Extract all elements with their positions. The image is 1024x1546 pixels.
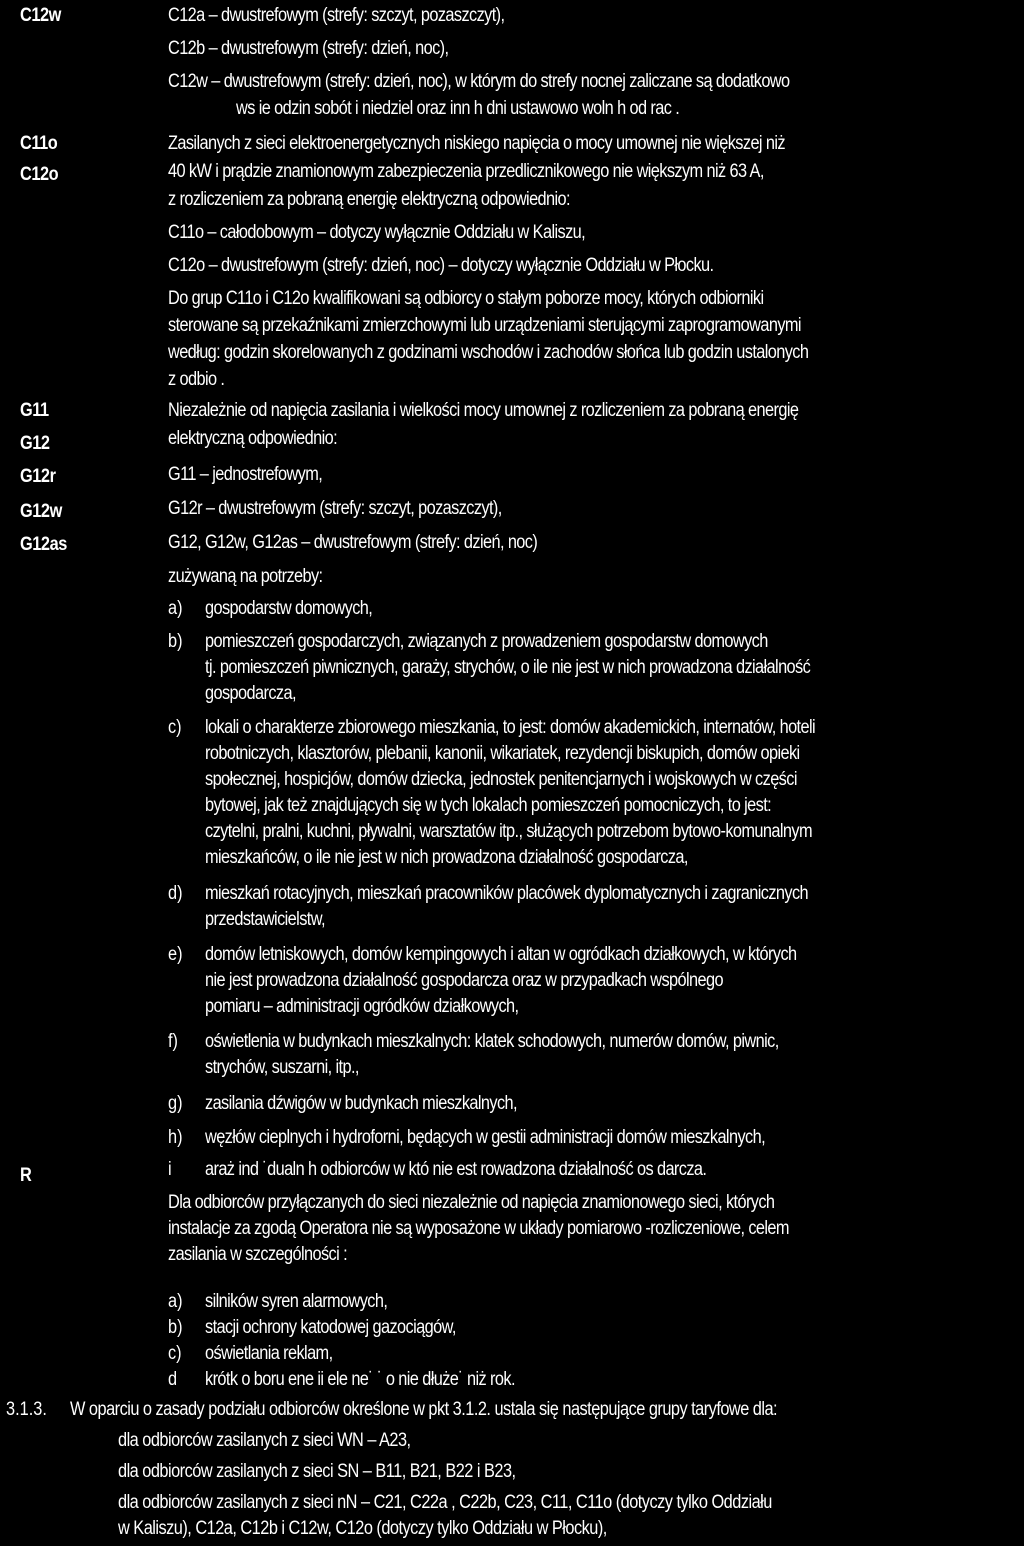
g-item-c-line-5: czytelni, pralni, kuchni, pływalni, warsztatów itp., służących potrzebom bytowo-komunalnym xyxy=(205,821,812,842)
code-g12w: G12w xyxy=(20,501,62,522)
c11o-line-3: z rozliczeniem za pobraną energię elektryczną odpowiednio: xyxy=(168,189,570,210)
c11o-line-8: według: godzin skorelowanych z godzinami wschodów i zachodów słońca lub godzin ustalonych xyxy=(168,342,809,363)
code-r: R xyxy=(20,1165,32,1186)
g-item-i-marker: i xyxy=(168,1159,172,1180)
g-item-i-line-1: araż ind ˙dualn h odbiorców w któ nie est rowadzona działalność os darcza. xyxy=(205,1159,707,1180)
g-item-a-marker: a) xyxy=(168,598,183,619)
g-item-b-line-1: pomieszczeń gospodarczych, związanych z prowadzeniem gospodarstw domowych xyxy=(205,631,768,652)
g-item-d-line-2: przedstawicielstw, xyxy=(205,909,325,930)
section-line-5: w Kaliszu), C12a, C12b i C12w, C12o (dotyczy tylko Oddziału w Płocku), xyxy=(118,1518,607,1539)
r-item-c-marker: c) xyxy=(168,1343,182,1364)
g-item-g-line-1: zasilania dźwigów w budynkach mieszkalnych, xyxy=(205,1093,517,1114)
section-line-2: dla odbiorców zasilanych z sieci WN – A23, xyxy=(118,1430,411,1451)
g-item-b-line-2: tj. pomieszczeń piwnicznych, garaży, strychów, o ile nie jest w nich prowadzona działalność xyxy=(205,657,811,678)
c11o-line-2: 40 kW i prądzie znamionowym zabezpieczenia przedlicznikowego nie większym niż 63 A, xyxy=(168,161,764,182)
r-item-c-line-1: oświetlania reklam, xyxy=(205,1343,333,1364)
g-line-3: G11 – jednostrefowym, xyxy=(168,464,323,485)
c11o-line-1: Zasilanych z sieci elektroenergetycznych niskiego napięcia o mocy umownej nie większej niż xyxy=(168,133,785,154)
code-g12: G12 xyxy=(20,433,50,454)
g-item-f-line-2: strychów, suszarni, itp., xyxy=(205,1057,359,1078)
g-item-g-marker: g) xyxy=(168,1093,183,1114)
g-item-c-line-6: mieszkańców, o ile nie jest w nich prowadzona działalność gospodarcza, xyxy=(205,847,688,868)
r-line-2: instalacje za zgodą Operatora nie są wyposażone w układy pomiarowo -rozliczeniowe, celem xyxy=(168,1218,789,1239)
r-item-a-line-1: silników syren alarmowych, xyxy=(205,1291,388,1312)
c11o-line-4: C11o – całodobowym – dotyczy wyłącznie Oddziału w Kaliszu, xyxy=(168,222,586,243)
g-item-b-line-3: gospodarcza, xyxy=(205,683,296,704)
g-line-2: elektryczną odpowiednio: xyxy=(168,428,338,449)
r-line-1: Dla odbiorców przyłączanych do sieci niezależnie od napięcia znamionowego sieci, których xyxy=(168,1192,775,1213)
c12-line-4: ws ie odzin sobót i niedziel oraz inn h dni ustawowo woln h od rac . xyxy=(236,98,680,119)
g-item-c-line-1: lokali o charakterze zbiorowego mieszkania, to jest: domów akademickich, internatów, hoteli xyxy=(205,717,816,738)
g-item-c-line-2: robotniczych, klasztorów, plebanii, kanonii, wikariatek, rezydencji biskupich, domów opieki xyxy=(205,743,800,764)
section-number: 3.1.3. xyxy=(6,1399,47,1420)
g-item-e-line-3: pomiaru – administracji ogródków działkowych, xyxy=(205,996,519,1017)
g-item-h-line-1: węzłów cieplnych i hydroforni, będących w gestii administracji domów mieszkalnych, xyxy=(205,1127,766,1148)
r-item-d-line-1: krótk o boru ene ii ele ne˙ ˙ o nie dłuże˙ niż rok. xyxy=(205,1369,515,1390)
code-g12as: G12as xyxy=(20,534,67,555)
c12-line-3: C12w – dwustrefowym (strefy: dzień, noc), w którym do strefy nocnej zaliczane są dodatkowo xyxy=(168,71,790,92)
g-item-e-marker: e) xyxy=(168,944,183,965)
code-c11o: C11o xyxy=(20,133,58,154)
code-g12r: G12r xyxy=(20,466,56,487)
g-item-d-marker: d) xyxy=(168,883,183,904)
g-item-e-line-2: nie jest prowadzona działalność gospodarcza oraz w przypadkach wspólnego xyxy=(205,970,724,991)
code-g11: G11 xyxy=(20,400,49,421)
section-line-3: dla odbiorców zasilanych z sieci SN – B11, B21, B22 i B23, xyxy=(118,1461,516,1482)
g-line-4: G12r – dwustrefowym (strefy: szczyt, pozaszczyt), xyxy=(168,498,502,519)
r-item-b-line-1: stacji ochrony katodowej gazociągów, xyxy=(205,1317,456,1338)
g-item-a-line-1: gospodarstw domowych, xyxy=(205,598,373,619)
g-line-1: Niezależnie od napięcia zasilania i wielkości mocy umownej z rozliczeniem za pobraną energię xyxy=(168,400,799,421)
c11o-line-5: C12o – dwustrefowym (strefy: dzień, noc) – dotyczy wyłącznie Oddziału w Płocku. xyxy=(168,255,714,276)
g-item-f-marker: f) xyxy=(168,1031,178,1052)
g-item-e-line-1: domów letniskowych, domów kempingowych i altan w ogródkach działkowych, w których xyxy=(205,944,797,965)
g-item-d-line-1: mieszkań rotacyjnych, mieszkań pracowników placówek dyplomatycznych i zagranicznych xyxy=(205,883,809,904)
section-line-1: W oparciu o zasady podziału odbiorców określone w pkt 3.1.2. ustala się następujące grupy taryfowe dla: xyxy=(70,1399,778,1420)
g-item-c-marker: c) xyxy=(168,717,182,738)
c12-line-2: C12b – dwustrefowym (strefy: dzień, noc), xyxy=(168,38,449,59)
r-item-a-marker: a) xyxy=(168,1291,183,1312)
g-item-c-line-3: społecznej, hospicjów, domów dziecka, jednostek penitencjarnych i wojskowych w części xyxy=(205,769,797,790)
g-line-6: zużywaną na potrzeby: xyxy=(168,566,323,587)
c11o-line-9: z odbio . xyxy=(168,369,225,390)
code-c12w: C12w xyxy=(20,5,61,26)
r-item-b-marker: b) xyxy=(168,1317,183,1338)
c11o-line-6: Do grup C11o i C12o kwalifikowani są odbiorcy o stałym poborze mocy, których odbiorniki xyxy=(168,288,764,309)
g-item-f-line-1: oświetlenia w budynkach mieszkalnych: klatek schodowych, numerów domów, piwnic, xyxy=(205,1031,779,1052)
section-line-4: dla odbiorców zasilanych z sieci nN – C21, C22a , C22b, C23, C11, C11o (dotyczy tylko Oddziału xyxy=(118,1492,772,1513)
r-line-3: zasilania w szczególności : xyxy=(168,1244,348,1265)
g-item-h-marker: h) xyxy=(168,1127,183,1148)
g-item-b-marker: b) xyxy=(168,631,183,652)
g-item-c-line-4: bytowej, jak też znajdujących się w tych lokalach pomieszczeń pomocniczych, to jest: xyxy=(205,795,772,816)
c11o-line-7: sterowane są przekaźnikami zmierzchowymi lub urządzeniami sterującymi zaprogramowanymi xyxy=(168,315,801,336)
code-c12o: C12o xyxy=(20,164,59,185)
c12-line-1: C12a – dwustrefowym (strefy: szczyt, pozaszczyt), xyxy=(168,5,505,26)
r-item-d-marker: d xyxy=(168,1369,178,1390)
g-line-5: G12, G12w, G12as – dwustrefowym (strefy: dzień, noc) xyxy=(168,532,538,553)
